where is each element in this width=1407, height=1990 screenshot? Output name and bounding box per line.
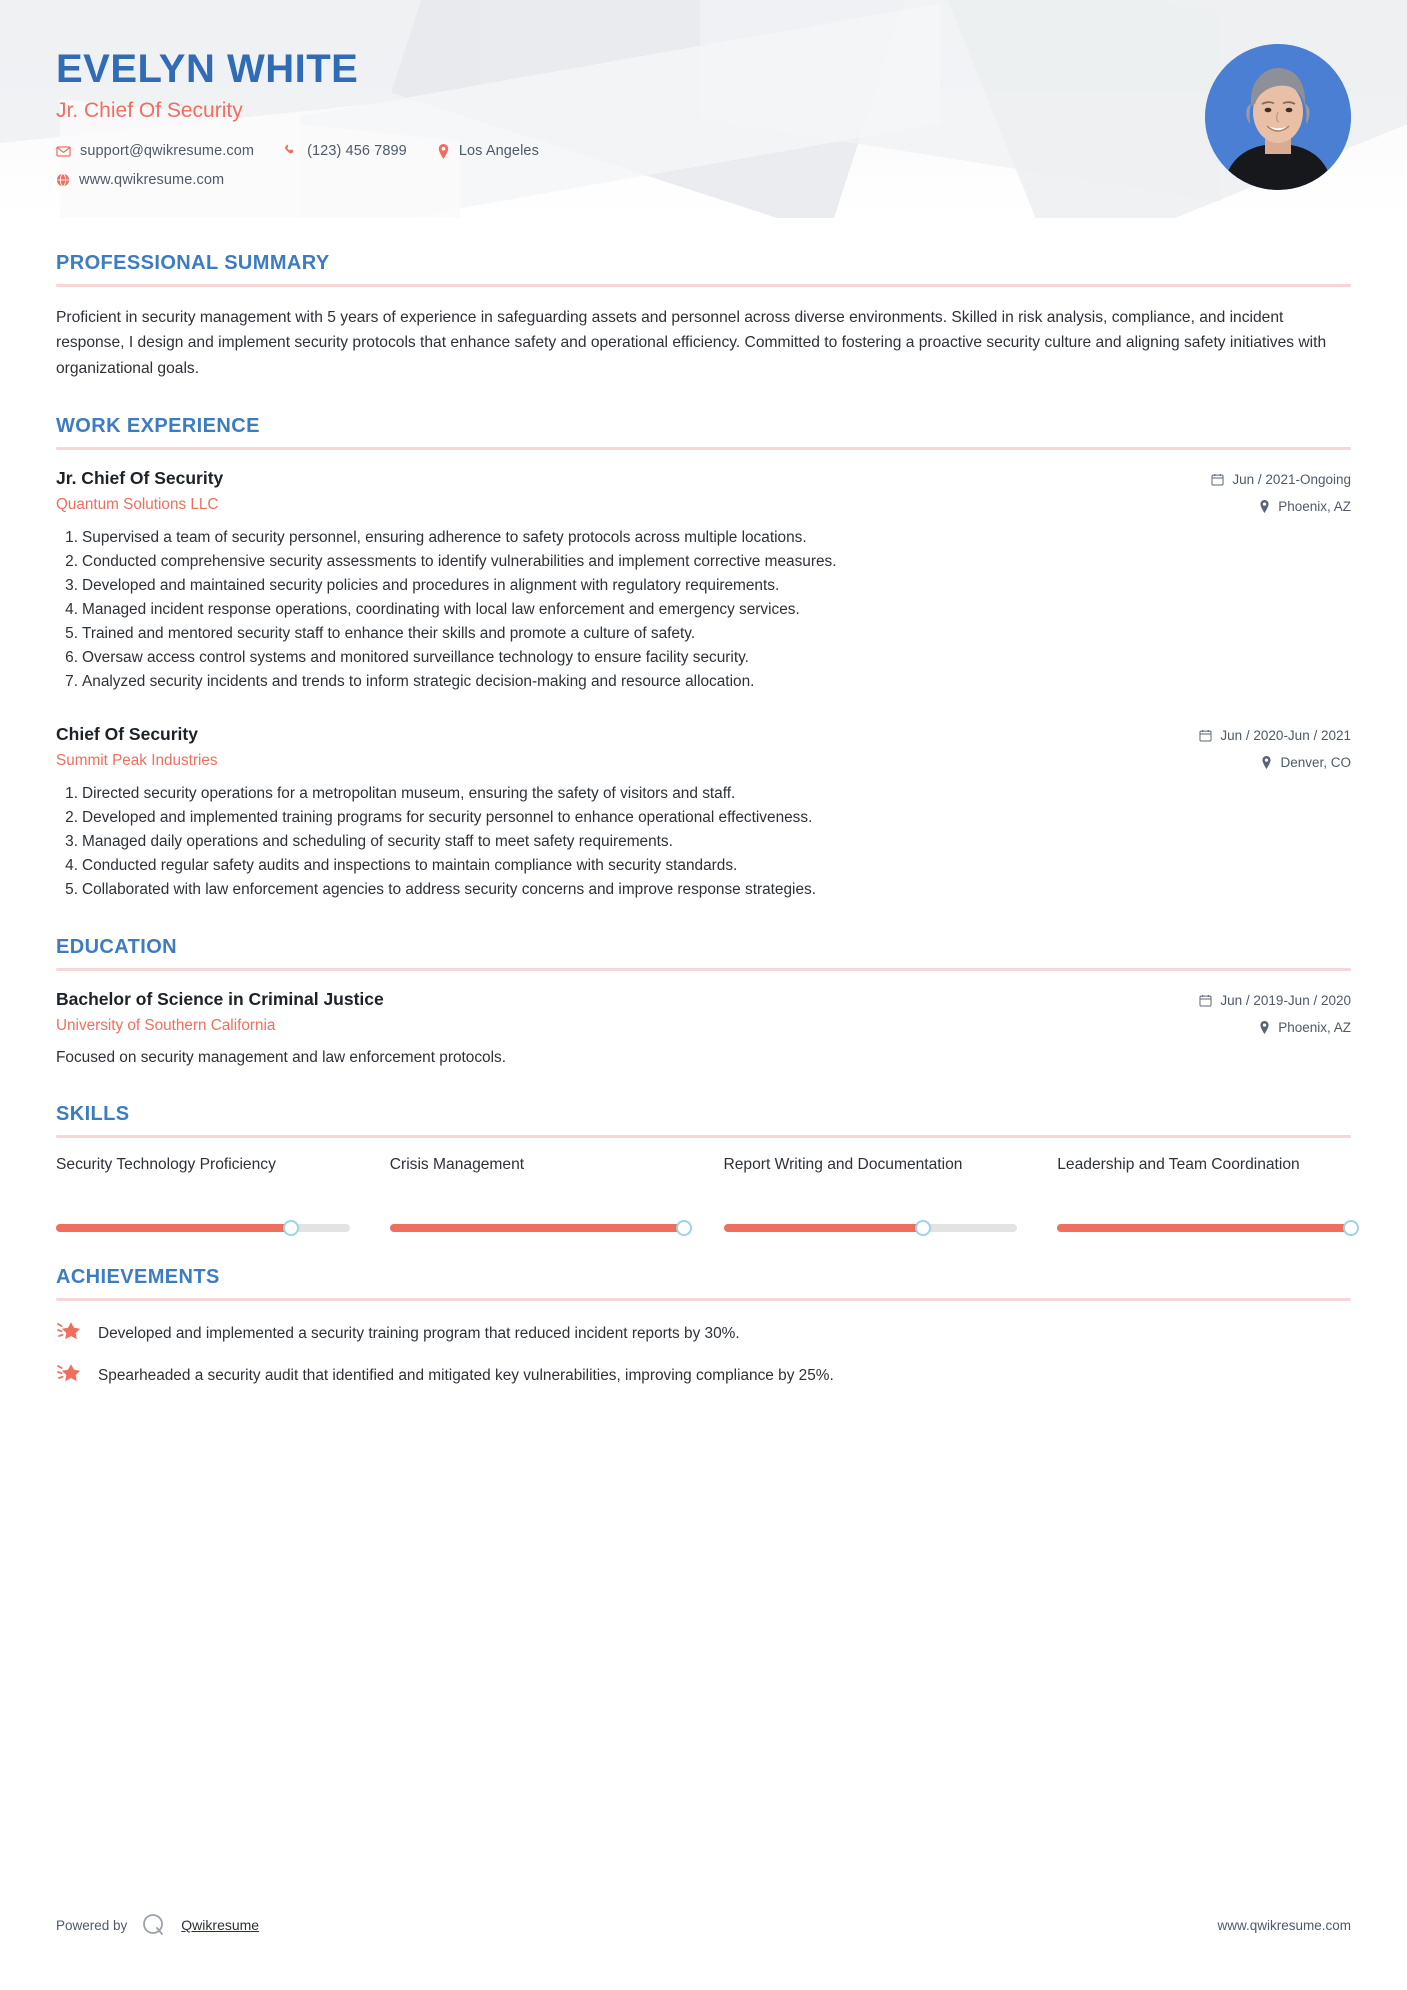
section-title: SKILLS: [56, 1103, 130, 1126]
skill-item: [724, 1154, 1018, 1232]
skill-slider[interactable]: [724, 1224, 1018, 1232]
bullet-item: [56, 782, 1351, 806]
job-title: Chief Of Security: [56, 723, 198, 744]
qwikresume-brand-link[interactable]: Qwikresume: [181, 1917, 260, 1933]
work-entry: [56, 724, 1351, 902]
skill-slider-fill: [724, 1224, 924, 1232]
bullet-number: 4.: [65, 857, 78, 875]
skill-slider[interactable]: [390, 1224, 684, 1232]
bullet-item: [56, 550, 1351, 574]
company-name: Summit Peak Industries: [56, 751, 218, 769]
contact-email-text: support@qwikresume.com: [80, 143, 255, 159]
section-education: [56, 936, 1351, 1069]
skill-slider-fill: [56, 1224, 291, 1232]
skill-slider-fill: [390, 1224, 684, 1232]
bullet-text: Collaborated with law enforcement agencies to address security concerns and improve response strategies.: [82, 881, 817, 899]
star-badge-icon: [56, 1361, 82, 1387]
location-pin-icon: [1259, 1021, 1270, 1034]
bullet-number: 3.: [65, 833, 78, 851]
contact-location: [437, 143, 539, 159]
education-entry: [56, 989, 1351, 1069]
section-skills: [56, 1103, 1351, 1232]
bullet-text: Analyzed security incidents and trends to inform strategic decision-making and resource allocation.: [82, 672, 755, 690]
location-pin-icon: [1261, 756, 1272, 769]
achievement-list: [56, 1319, 1351, 1387]
skill-slider-knob[interactable]: [283, 1220, 299, 1236]
bullet-text: Managed daily operations and scheduling of security staff to meet safety requirements.: [82, 833, 673, 851]
job-date-text: Jun / 2020-Jun / 2021: [1220, 727, 1351, 743]
bullet-item: [56, 574, 1351, 598]
skill-label: Report Writing and Documentation: [723, 1156, 963, 1174]
qwikresume-logo-icon: [141, 1912, 167, 1938]
contact-row-secondary: [56, 172, 1351, 188]
calendar-icon: [1199, 994, 1212, 1007]
avatar: [1205, 44, 1351, 190]
bullet-item: [56, 878, 1351, 902]
bullet-item: [56, 526, 1351, 550]
avatar-photo: [1205, 44, 1351, 190]
bullet-number: 1.: [65, 528, 78, 546]
bullet-number: 1.: [65, 784, 78, 802]
contact-phone[interactable]: [284, 143, 407, 159]
section-title: ACHIEVEMENTS: [56, 1266, 220, 1289]
bullet-number: 5.: [65, 624, 78, 642]
job-date: [1211, 472, 1351, 487]
work-entries: [56, 468, 1351, 902]
bullet-item: [56, 598, 1351, 622]
bullet-text: Conducted comprehensive security assessments to identify vulnerabilities and implement corrective measures.: [82, 552, 837, 570]
skill-item: [1057, 1154, 1351, 1232]
calendar-icon: [1199, 729, 1212, 742]
location-pin-icon: [437, 144, 450, 159]
bullet-item: [56, 830, 1351, 854]
bullet-number: 4.: [65, 600, 78, 618]
bullet-text: Supervised a team of security personnel, ensuring adherence to safety protocols across multiple locations.: [82, 528, 807, 546]
achievement-text: Developed and implemented a security training program that reduced incident reports by 30%.: [98, 1325, 740, 1343]
skill-slider[interactable]: [56, 1224, 350, 1232]
work-entry: [56, 468, 1351, 694]
section-work-experience: [56, 415, 1351, 902]
section-title: PROFESSIONAL SUMMARY: [56, 252, 330, 274]
job-location: [1199, 755, 1351, 770]
job-location-text: Phoenix, AZ: [1278, 498, 1351, 514]
bullet-text: Developed and maintained security policies and procedures in alignment with regulatory requirements.: [82, 576, 780, 594]
school-name: University of Southern California: [56, 1017, 276, 1035]
resume-body: [0, 252, 1407, 1387]
section-divider: [56, 1135, 1351, 1138]
contact-row-primary: [56, 143, 1351, 159]
section-title: EDUCATION: [56, 936, 178, 959]
job-location: [1211, 499, 1351, 514]
bullet-text: Conducted regular safety audits and inspections to maintain compliance with security standards.: [82, 857, 738, 875]
calendar-icon: [1211, 473, 1224, 486]
candidate-role: Jr. Chief Of Security: [56, 99, 243, 122]
education-date: [1199, 993, 1351, 1008]
star-badge-icon: [56, 1319, 82, 1345]
job-title: Jr. Chief Of Security: [56, 467, 224, 488]
education-location: [1199, 1020, 1351, 1035]
job-bullets: [56, 782, 1351, 902]
skill-slider-knob[interactable]: [676, 1220, 692, 1236]
bullet-item: [56, 622, 1351, 646]
section-divider: [56, 284, 1351, 287]
summary-text: Proficient in security management with 5 years of experience in safeguarding assets and personnel across diverse environments. Skilled in risk analysis, compliance, and incident response, I design and implement security protocols that enhance safety and operational efficiency. Committed to fostering a proactive security culture and aligning safety initiatives with organizational goals.: [56, 309, 1327, 377]
candidate-name: EVELYN WHITE: [56, 47, 359, 91]
company-name: Quantum Solutions LLC: [56, 495, 219, 513]
section-divider: [56, 968, 1351, 971]
skill-label: Leadership and Team Coordination: [1057, 1156, 1300, 1174]
resume-footer: [56, 1912, 1351, 1938]
bullet-item: [56, 806, 1351, 830]
bullet-text: Oversaw access control systems and monitored surveillance technology to ensure facility security.: [82, 648, 749, 666]
bullet-number: 5.: [65, 881, 78, 899]
skill-slider-knob[interactable]: [1343, 1220, 1359, 1236]
email-icon: [56, 144, 71, 159]
bullet-number: 3.: [65, 576, 78, 594]
section-divider: [56, 447, 1351, 450]
bullet-number: 7.: [65, 672, 78, 690]
contact-email[interactable]: [56, 143, 254, 159]
section-title: WORK EXPERIENCE: [56, 414, 260, 437]
bullet-text: Developed and implemented training programs for security personnel to enhance operational effectiveness.: [82, 809, 813, 826]
job-bullets: [56, 526, 1351, 694]
education-date-text: Jun / 2019-Jun / 2020: [1220, 993, 1351, 1009]
location-pin-icon: [1259, 500, 1270, 513]
bullet-number: 2.: [65, 809, 78, 826]
globe-icon: [56, 173, 70, 187]
skill-slider-fill: [1057, 1224, 1351, 1232]
degree-title: Bachelor of Science in Criminal Justice: [56, 989, 384, 1010]
skill-slider-knob[interactable]: [915, 1220, 931, 1236]
job-date-text: Jun / 2021-Ongoing: [1232, 471, 1351, 487]
job-location-text: Denver, CO: [1280, 754, 1351, 770]
contact-website[interactable]: [56, 172, 224, 188]
contact-location-text: Los Angeles: [458, 143, 539, 159]
skill-label: Security Technology Proficiency: [56, 1156, 276, 1174]
skill-label: Crisis Management: [389, 1156, 525, 1174]
bullet-number: 6.: [65, 648, 78, 666]
bullet-item: [56, 670, 1351, 694]
section-professional-summary: [56, 252, 1351, 381]
powered-by-label: Powered by: [56, 1917, 128, 1933]
achievement-text: Spearheaded a security audit that identified and mitigated key vulnerabilities, improving compliance by 25%.: [98, 1367, 834, 1385]
section-achievements: [56, 1266, 1351, 1387]
skill-slider[interactable]: [1057, 1224, 1351, 1232]
bullet-item: [56, 854, 1351, 878]
bullet-number: 2.: [65, 552, 78, 570]
skills-grid: [56, 1154, 1351, 1232]
education-note: Focused on security management and law enforcement protocols.: [56, 1049, 506, 1067]
bullet-text: Directed security operations for a metropolitan museum, ensuring the safety of visitors and staff.: [82, 784, 736, 802]
achievement-item: [56, 1319, 1351, 1345]
bullet-text: Trained and mentored security staff to enhance their skills and promote a culture of safety.: [82, 624, 696, 642]
achievement-item: [56, 1361, 1351, 1387]
skill-item: [390, 1154, 684, 1232]
footer-website[interactable]: www.qwikresume.com: [1217, 1917, 1351, 1933]
contact-phone-text: (123) 456 7899: [307, 143, 407, 159]
bullet-text: Managed incident response operations, coordinating with local law enforcement and emergency services.: [82, 600, 800, 618]
contact-website-text: www.qwikresume.com: [79, 172, 225, 188]
phone-icon: [284, 144, 298, 158]
bullet-item: [56, 646, 1351, 670]
education-location-text: Phoenix, AZ: [1278, 1020, 1351, 1036]
resume-header: [0, 0, 1407, 218]
section-divider: [56, 1298, 1351, 1301]
job-date: [1199, 728, 1351, 743]
skill-item: [56, 1154, 350, 1232]
